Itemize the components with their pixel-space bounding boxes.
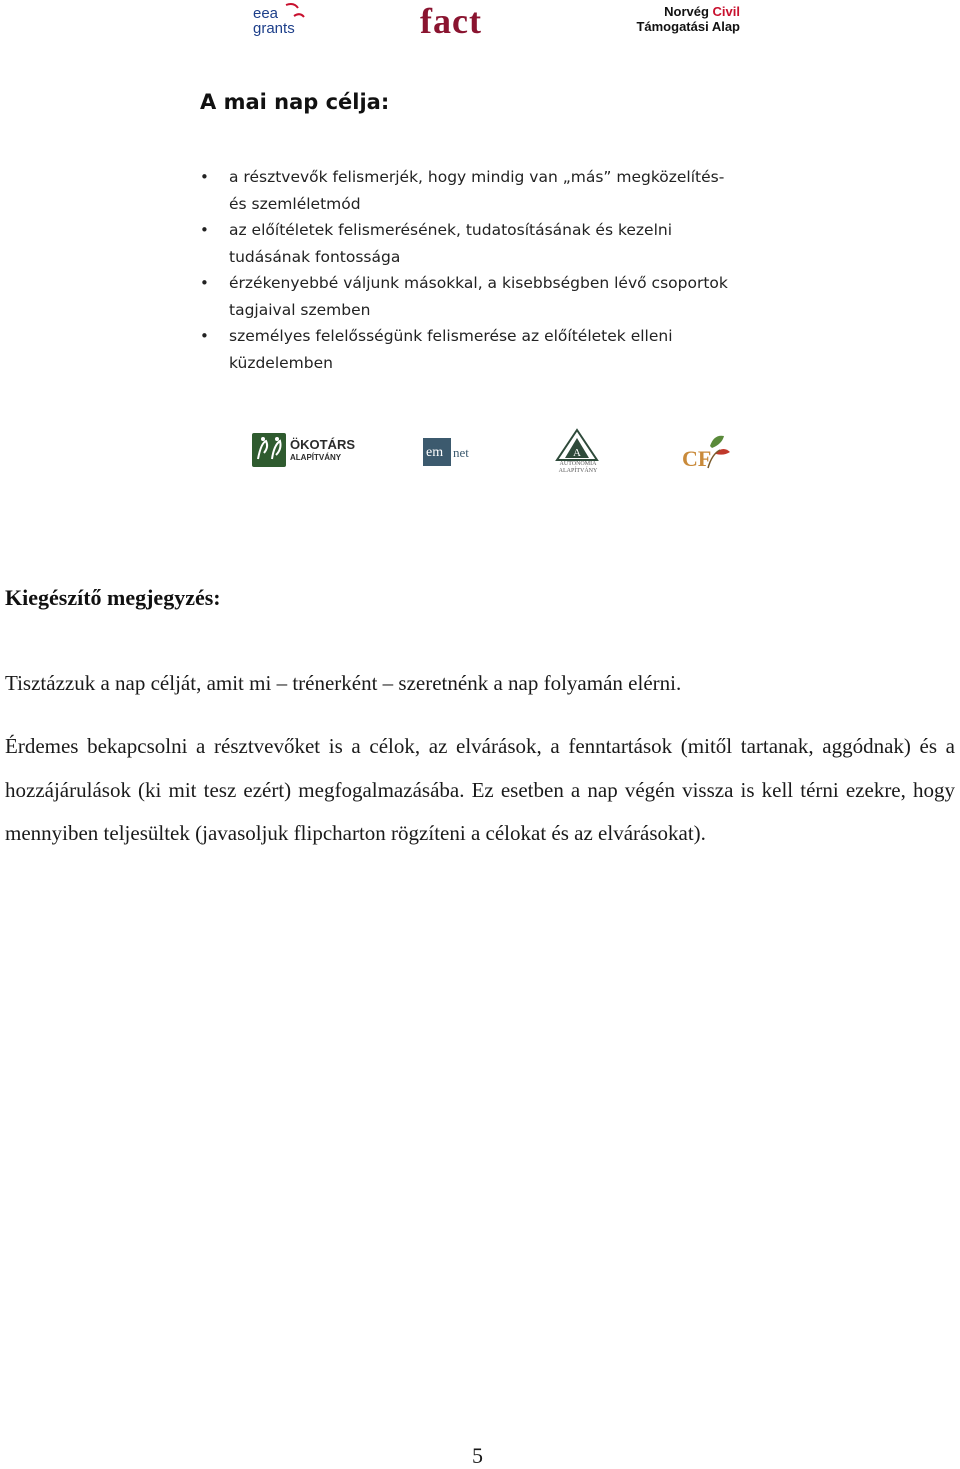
okotars-name: ÖKOTÁRS bbox=[290, 437, 355, 452]
okotars-mark-icon bbox=[252, 433, 286, 467]
note-paragraph-2: Érdemes bekapcsolni a résztvevőket is a célok, az elvárások, a fenntartások (mitől tartanak, aggódnak) és a hozzájárulások (ki mit tesz ezért) megfogalmazásába. Ez esetben a nap végén vissza is kell térni ezekre, hogy mennyiben teljesültek (javasoljuk flipcharton rögzíteni a célokat és az elvárásokat). bbox=[5, 734, 955, 845]
cf-letters: CF bbox=[682, 446, 712, 471]
norveg-logo-line1 bbox=[620, 4, 740, 19]
autonomia-sub: ALAPÍTVÁNY bbox=[558, 468, 598, 474]
list-item bbox=[196, 164, 736, 217]
emnet-net-text: net bbox=[453, 445, 469, 460]
okotars-logo bbox=[252, 433, 355, 471]
list-item bbox=[196, 217, 736, 270]
norveg-civil-logo bbox=[620, 4, 740, 35]
autonomia-logo bbox=[553, 428, 601, 478]
svg-text:A: A bbox=[573, 447, 581, 459]
eea-logo-line1: eea bbox=[253, 5, 279, 22]
list-item-text: érzékenyebbé váljunk másokkal, a kisebbségben lévő csoportok tagjaival szemben bbox=[229, 274, 728, 319]
list-item-text: az előítéletek felismerésének, tudatosításának és kezelni tudásának fontossága bbox=[229, 221, 673, 266]
list-item-text: személyes felelősségünk felismerése az előítéletek elleni küzdelemben bbox=[229, 327, 673, 372]
autonomia-text bbox=[553, 461, 603, 475]
bullet-icon: • bbox=[200, 221, 209, 239]
bullet-icon: • bbox=[200, 327, 209, 345]
fact-logo: fact bbox=[420, 1, 482, 41]
eea-grants-logo bbox=[250, 2, 310, 38]
emnet-em-text: em bbox=[426, 445, 444, 460]
goal-bullet-list bbox=[196, 164, 736, 376]
slide-title: A mai nap célja: bbox=[200, 90, 390, 114]
bullet-icon: • bbox=[200, 168, 209, 186]
okotars-sub: ALAPÍTVÁNY bbox=[290, 453, 342, 462]
note-paragraph-1: Tisztázzuk a nap célját, amit mi – trénerként – szeretnénk a nap folyamán elérni. bbox=[5, 671, 682, 695]
eea-logo-line2: grants bbox=[253, 20, 295, 37]
partner-logos-row bbox=[250, 428, 740, 482]
civil-word: Civil bbox=[712, 4, 740, 19]
bullet-icon: • bbox=[200, 274, 209, 292]
okotars-figures-icon bbox=[252, 433, 286, 467]
note-heading: Kiegészítő megjegyzés: bbox=[5, 585, 221, 610]
emnet-logo bbox=[423, 438, 483, 468]
emnet-mark-icon bbox=[423, 438, 451, 466]
norveg-word: Norvég bbox=[664, 4, 709, 19]
autonomia-name: AUTONÓMIA bbox=[559, 461, 597, 467]
list-item bbox=[196, 323, 736, 376]
page-number: 5 bbox=[472, 1443, 483, 1468]
autonomia-triangle-icon bbox=[553, 428, 601, 462]
norveg-logo-line2: Támogatási Alap bbox=[636, 19, 740, 34]
list-item bbox=[196, 270, 736, 323]
list-item-text: a résztvevők felismerjék, hogy mindig van „más” megközelítés- és szemléletmód bbox=[229, 168, 725, 213]
cf-logo bbox=[680, 432, 732, 472]
